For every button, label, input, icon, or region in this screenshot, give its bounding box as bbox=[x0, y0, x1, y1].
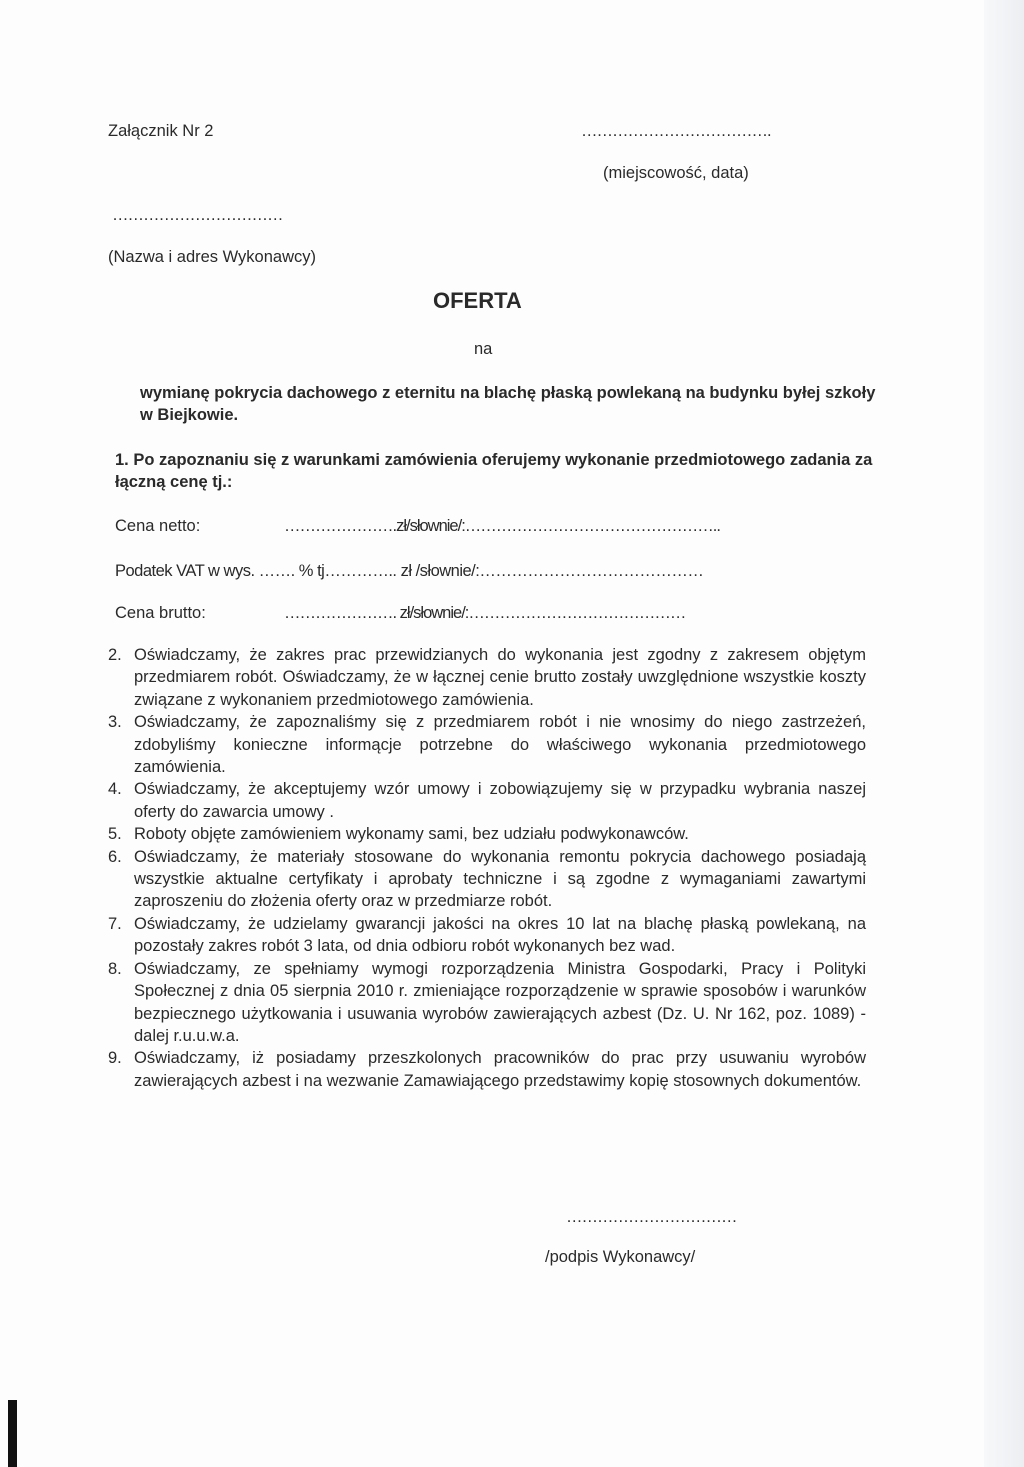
list-item: 5. Roboty objęte zamówieniem wykonamy sami, bez udziału podwykonawców. bbox=[108, 825, 689, 844]
list-item: 8. Oświadczamy, ze spełniamy wymogi rozporządzenia Ministra Gospodarki, Pracy i Polityki Społecznej z dnia 05 sierpnia 2010 r. zmieniające rozporządzenie w sprawie sposobów i warunków bezpiecznego użytkowania i usuwania wyrobów zawierających azbest (Dz. U. Nr 162, poz. 1089) - dalej r.u.u.w.a. bbox=[108, 959, 866, 1045]
scan-edge bbox=[984, 0, 1024, 1467]
net-price-field: ………………….zł/słownie/:………………………………………….. bbox=[284, 517, 720, 535]
list-item: 3. Oświadczamy, że zapoznaliśmy się z przedmiarem robót i nie wnosimy do niego zastrzeżeń, zdobyliśmy konieczne informącje potrzebne do właściwego wykonania przedmiotowego zamówienia. bbox=[108, 713, 866, 777]
list-item: 9. Oświadczamy, iż posiadamy przeszkolonych pracowników do prac przy usuwaniu wyrobów zawierających azbest i na wezwanie Zamawiającego przedstawimy kopię stosownych dokumentów. bbox=[108, 1049, 866, 1090]
list-item: 2. Oświadczamy, że zakres prac przewidzianych do wykonania jest zgodny z zakresem objętym przedmiarem robót. Oświadczamy, że w łącznej cenie brutto zostały uwzględnione wszystkie koszty związane z wykonaniem przedmiotowego zamówienia. bbox=[108, 646, 866, 709]
list-item: 7. Oświadczamy, że udzielamy gwarancji jakości na okres 10 lat na blachę płaską powlekaną, na pozostały zakres robót 3 lata, od dnia odbioru robót wykonanych bez wad. bbox=[108, 914, 866, 956]
signature-dots: …………………………… bbox=[566, 1208, 737, 1226]
scan-mark bbox=[8, 1400, 17, 1467]
attachment-number: Załącznik Nr 2 bbox=[108, 122, 214, 140]
document-subtitle: na bbox=[474, 340, 493, 358]
point-1-line-1: 1. Po zapoznaniu się z warunkami zamówienia oferujemy wykonanie przedmiotowego zadania za bbox=[115, 451, 873, 469]
net-price-label: Cena netto: bbox=[115, 517, 201, 535]
subject-line-1: wymianę pokrycia dachowego z eternitu na blachę płaską powlekaną na budynku byłej szkoły bbox=[140, 384, 876, 402]
vat-line: Podatek VAT w wys. ……. % tj………….. zł /słownie/:…………………………………… bbox=[115, 562, 704, 580]
place-date-label: (miejscowość, data) bbox=[603, 164, 749, 182]
list-item: 4. Oświadczamy, że akceptujemy wzór umowy i zobowiązujemy się w przypadku wybrania naszej oferty do zawarcia umowy . bbox=[108, 780, 866, 821]
gross-price-label: Cena brutto: bbox=[115, 604, 206, 622]
subject-line-2: w Biejkowie. bbox=[140, 406, 239, 424]
statements-list bbox=[108, 644, 866, 1092]
contractor-dots: …………………………… bbox=[112, 206, 283, 224]
signature-label: /podpis Wykonawcy/ bbox=[545, 1248, 696, 1266]
contractor-label: (Nazwa i adres Wykonawcy) bbox=[108, 248, 316, 266]
list-item: 6. Oświadczamy, że materiały stosowane do wykonania remontu pokrycia dachowego posiadają wszystkie aktualne certyfikaty i aprobaty techniczne i są zgodne z wymaganiami zawartymi zaproszeniu do złożenia oferty oraz w przedmiarze robót. bbox=[108, 847, 866, 911]
gross-price-field: …………………. zł/słownie/:…………………………………… bbox=[284, 604, 686, 622]
document-title: OFERTA bbox=[433, 288, 522, 313]
point-1-line-2: łączną cenę tj.: bbox=[115, 473, 233, 491]
place-date-dots: ………………………………. bbox=[581, 122, 771, 140]
